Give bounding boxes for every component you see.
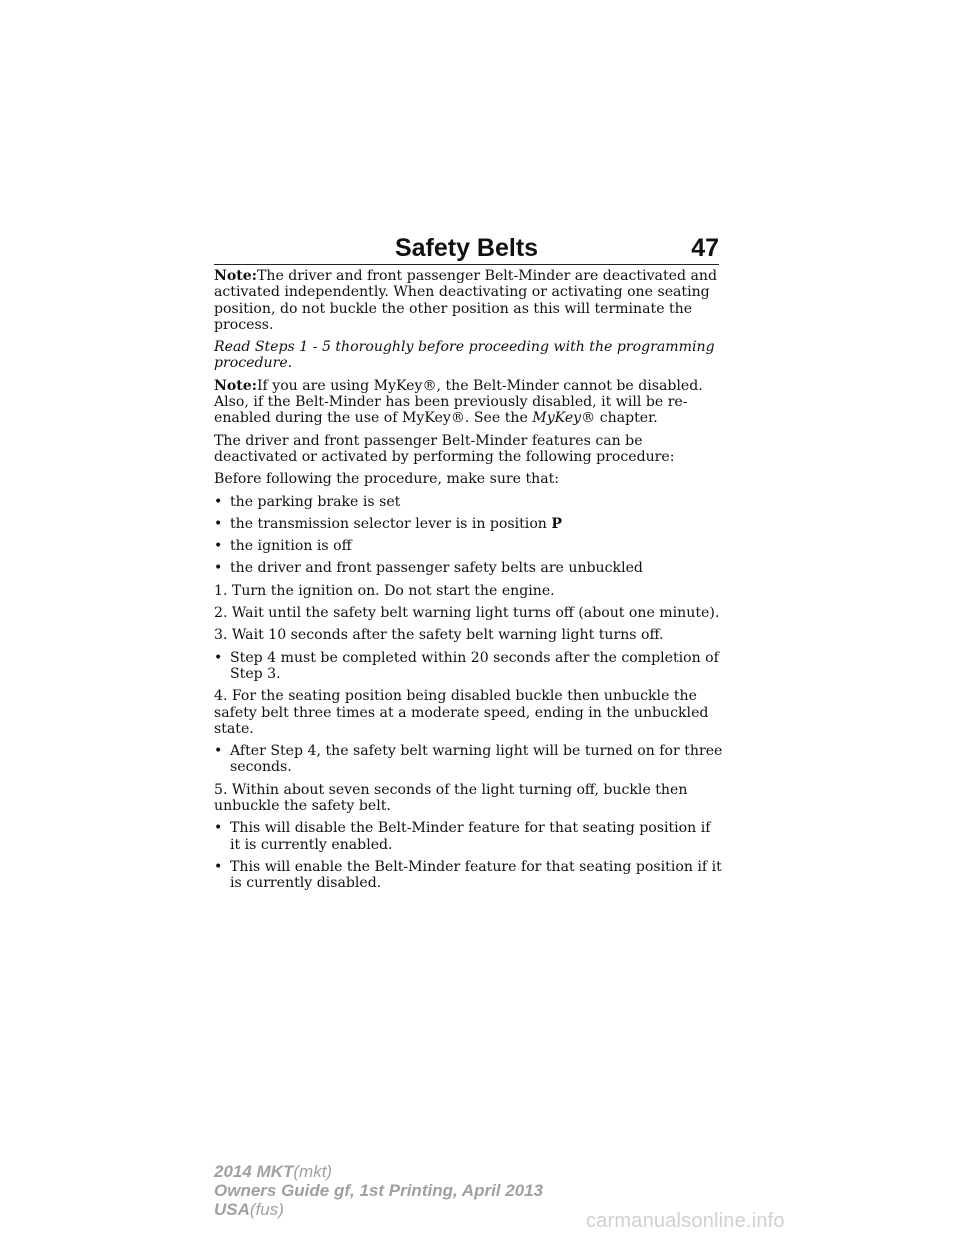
note-label: Note: [214, 377, 257, 394]
step-3: 3. Wait 10 seconds after the safety belt warning light turns off. [214, 627, 664, 644]
gear-position-p: P [551, 515, 562, 532]
step-4: 4. For the seating position being disabled buckle then unbuckle the safety belt three times at a moderate speed, ending in the unbuckled state. [214, 688, 709, 737]
note-text-end: chapter. [599, 410, 658, 427]
page-body [214, 268, 724, 898]
print-footer [214, 1162, 543, 1219]
note-mykey [214, 378, 724, 427]
footer-market-line: USA(fus) [214, 1200, 284, 1219]
note-text: The driver and front passenger Belt-Minder are deactivated and activated independently. When deactivating or activating one seating position, do not buckle the other position as this will terminate the process. [214, 268, 717, 333]
step-3-note: • Step 4 must be completed within 20 seconds after the completion of Step 3. [214, 649, 719, 682]
note-deactivation [214, 268, 724, 333]
step-5: 5. Within about seven seconds of the light turning off, buckle then unbuckle the safety belt. [214, 781, 688, 815]
checklist-item: • the transmission selector lever is in position P [214, 515, 562, 532]
header-divider [214, 264, 719, 265]
bullet-icon: • [214, 858, 223, 875]
note-label: Note: [214, 268, 257, 284]
bullet-icon: • [214, 515, 223, 532]
note-text: If you are using MyKey®, the Belt-Minder cannot be disabled. Also, if the Belt-Minder has been previously disabled, it will be re-enabled during the use of MyKey®. See the [214, 377, 703, 427]
read-steps-instruction: Read Steps 1 - 5 thoroughly before proceeding with the programming procedure. [214, 339, 715, 372]
page-header [214, 232, 719, 264]
step-4-note: • After Step 4, the safety belt warning light will be turned on for three seconds. [214, 743, 723, 776]
footer-edition-line: Owners Guide gf, 1st Printing, April 2013 [214, 1181, 544, 1200]
bullet-icon: • [214, 820, 223, 837]
step-2: 2. Wait until the safety belt warning light turns off (about one minute). [214, 605, 720, 622]
bullet-icon: • [214, 560, 223, 577]
bullet-icon: • [214, 743, 223, 760]
bullet-icon: • [214, 493, 223, 510]
site-watermark: carmanualsonline.info [586, 1210, 785, 1232]
checklist-item: • the parking brake is set [214, 493, 401, 510]
page-number: 47 [691, 234, 719, 262]
section-title: Safety Belts [394, 234, 539, 262]
procedure-intro: The driver and front passenger Belt-Minder features can be deactivated or activated by performing the following procedure: [214, 432, 675, 465]
checklist-intro: Before following the procedure, make sure that: [214, 471, 560, 488]
mykey-chapter-reference: MyKey® [532, 410, 596, 427]
checklist-item: • the driver and front passenger safety belts are unbuckled [214, 560, 643, 577]
bullet-icon: • [214, 649, 223, 666]
footer-model-line: 2014 MKT(mkt) [214, 1162, 333, 1181]
checklist-item: • the ignition is off [214, 538, 352, 555]
step-5-note-enable: • This will enable the Belt-Minder feature for that seating position if it is currently disabled. [214, 858, 722, 892]
step-1: 1. Turn the ignition on. Do not start the engine. [214, 582, 555, 599]
step-5-note-disable: • This will disable the Belt-Minder feature for that seating position if it is currently enabled. [214, 820, 711, 853]
bullet-icon: • [214, 538, 223, 555]
